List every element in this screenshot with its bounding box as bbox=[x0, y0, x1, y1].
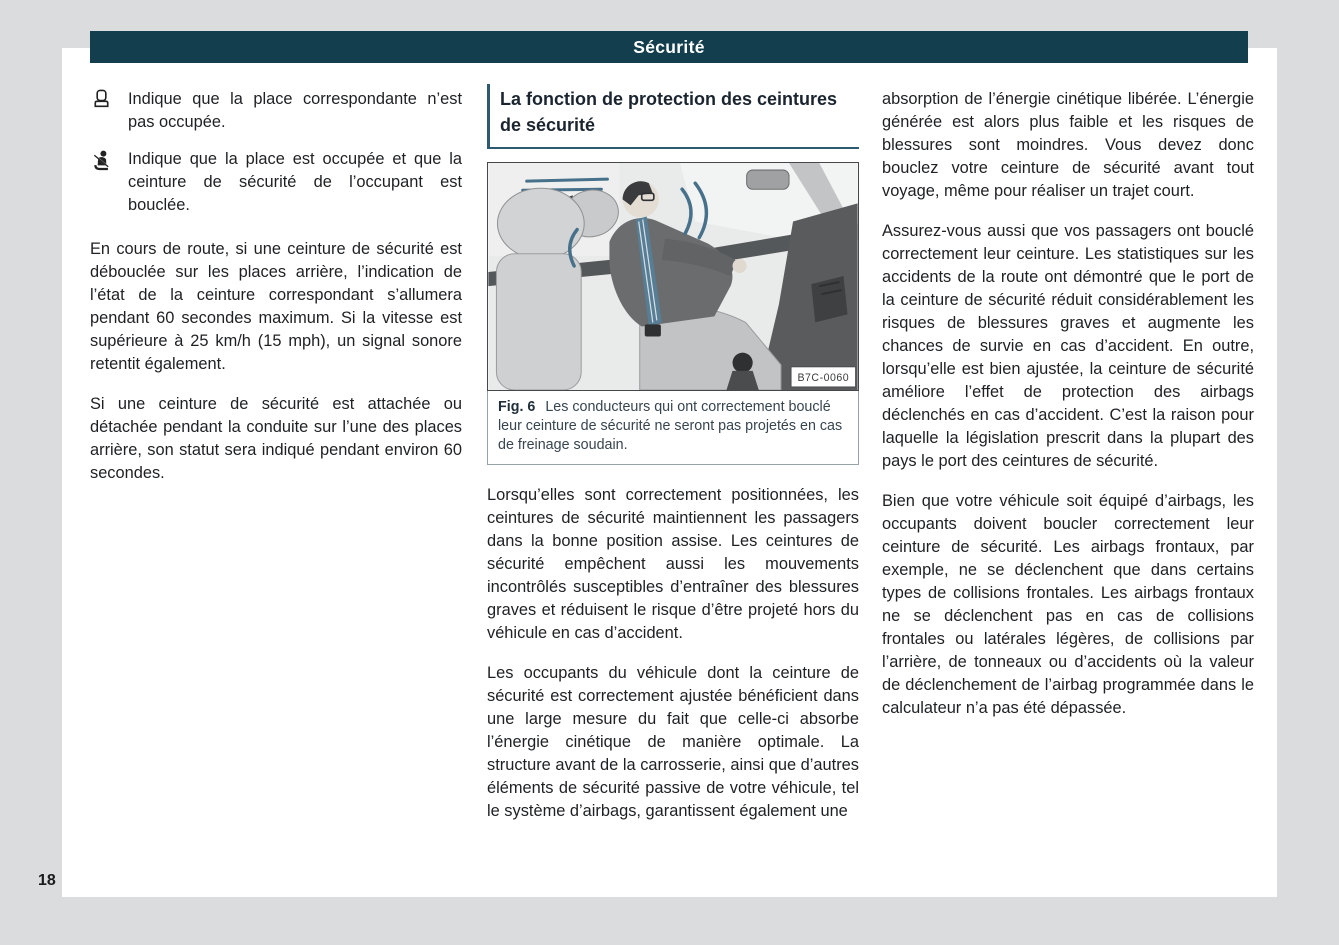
paragraph: En cours de route, si une ceinture de sécurité est débouclée sur les places arrière, l’indication de l’état de la ceinture correspondant s’allumera pendant 60 secondes maximum. Si la vitesse est supérieure à 25 km/h (15 mph), un signal sonore retentit également. bbox=[90, 240, 462, 373]
section-heading: La fonction de protection des ceintures de sécurité bbox=[487, 84, 859, 149]
figure-illustration bbox=[488, 163, 858, 390]
fig-label: Fig. 6 bbox=[498, 399, 536, 415]
section-title: Sécurité bbox=[633, 36, 705, 57]
legend-item bbox=[90, 88, 462, 134]
column-middle bbox=[487, 84, 859, 840]
figure-frame bbox=[487, 162, 859, 391]
legend-text: Indique que la place est occupée et que la ceinture de sécurité de l’occupant est bouclée. bbox=[128, 150, 462, 214]
legend-text: Indique que la place correspondante n’est pas occupée. bbox=[128, 90, 462, 131]
page-number: 18 bbox=[38, 872, 56, 889]
figure-caption bbox=[487, 391, 859, 465]
paragraph: Assurez-vous aussi que vos passagers ont bouclé correctement leur ceinture. Les statistiques sur les accidents de la route ont démontré que le port de la ceinture de sécurité réduit considérablement les risques de blessures graves et augmente les chances de survie en cas d’accident. En outre, lorsqu’elle est bien ajustée, la ceinture de sécurité améliore l’effet de protection des airbags déclenchés en cas d’accident. C’est la raison pour laquelle la législation prescrit dans la plupart des pays le port des ceintures de sécurité. bbox=[882, 222, 1254, 470]
paragraph: absorption de l’énergie cinétique libérée. L’énergie générée est alors plus faible et les risques de blessures sont moindres. Vous devez donc bouclez votre ceinture de sécurité avant tout voyage, même pour réaliser un trajet court. bbox=[882, 90, 1254, 200]
paragraph: Les occupants du véhicule dont la ceinture de sécurité est correctement ajustée bénéficient dans une large mesure du fait que celle-ci absorbe l’énergie cinétique de manière optimale. La structure avant de la carrosserie, ainsi que d’autres éléments de sécurité passive de votre véhicule, tel le système d’airbags, garantissent également une bbox=[487, 664, 859, 820]
paragraph: Bien que votre véhicule soit équipé d’airbags, les occupants doivent boucler correctement leur ceinture de sécurité. Les airbags frontaux, par exemple, ne se déclenchent que dans certains types de collisions frontales. Les airbags frontaux ne se déclenchent pas en cas de collisions frontales ou latérales légères, de collisions par l’arrière, de tonneaux ou d’accidents où la valeur de déclenchement de l’airbag programmée dans le calculateur n’a pas été dépassée. bbox=[882, 492, 1254, 717]
paragraph: Si une ceinture de sécurité est attachée ou détachée pendant la conduite sur l’une des places arrière, son statut sera indiqué pendant environ 60 secondes. bbox=[90, 395, 462, 482]
seat-unoccupied-icon bbox=[90, 88, 128, 134]
caption-text: Les conducteurs qui ont correctement bouclé leur ceinture de sécurité ne seront pas projetés en cas de freinage soudain. bbox=[498, 399, 843, 453]
column-left bbox=[90, 88, 462, 502]
legend-item bbox=[90, 148, 462, 217]
manual-page bbox=[62, 48, 1277, 897]
seat-occupied-belted-icon bbox=[90, 148, 128, 217]
column-right bbox=[882, 88, 1254, 737]
section-header-bar bbox=[90, 31, 1248, 63]
figure-code-label: B7C-0060 bbox=[797, 371, 850, 384]
paragraph: Lorsqu’elles sont correctement positionnées, les ceintures de sécurité maintiennent les passagers dans la bonne position assise. Les ceintures de sécurité empêchent aussi les mouvements incontrôlés susceptibles d’entraîner des blessures graves et réduisent le risque d’être projeté hors du véhicule en cas d’accident. bbox=[487, 486, 859, 642]
